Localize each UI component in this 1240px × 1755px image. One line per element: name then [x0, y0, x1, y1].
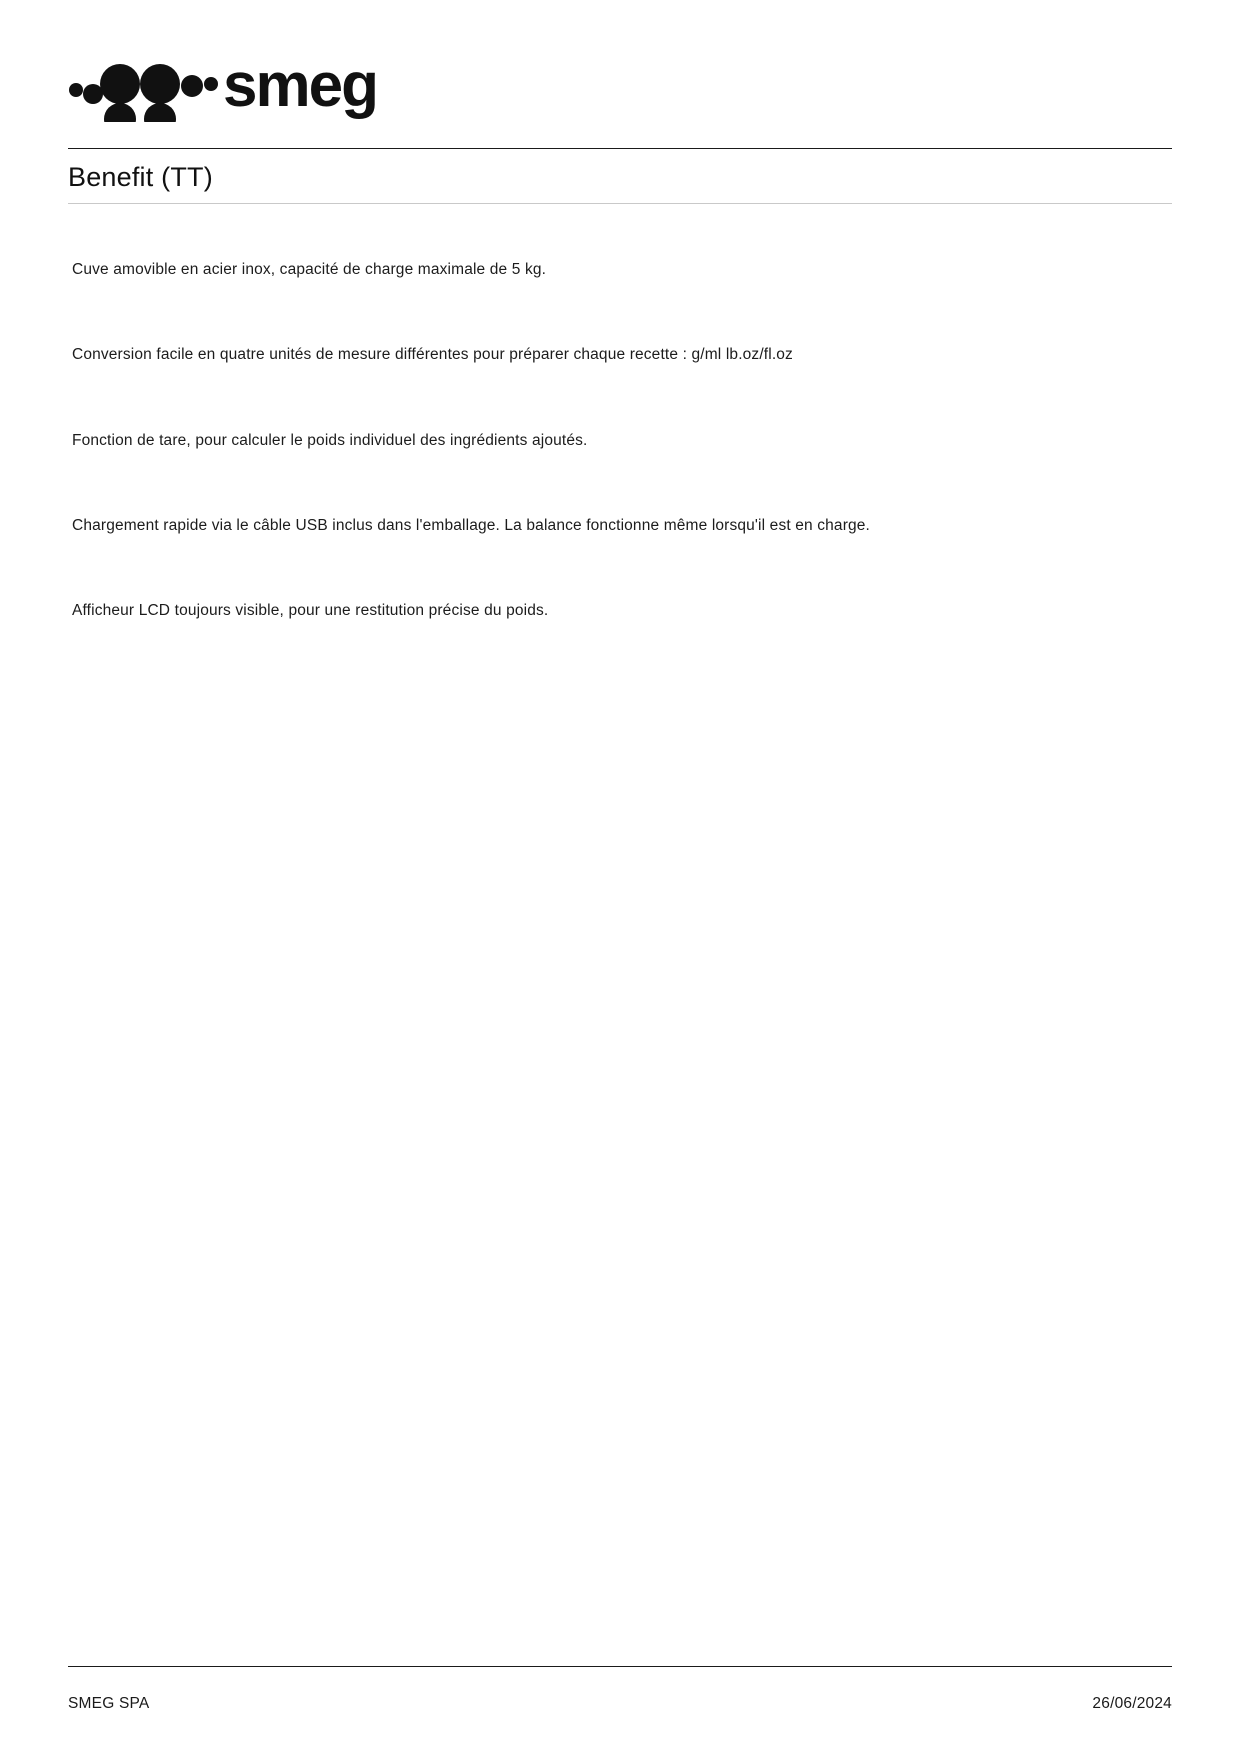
page-title: Benefit (TT)	[68, 162, 213, 192]
footer-company: SMEG SPA	[68, 1695, 150, 1712]
title-divider	[68, 203, 1172, 204]
list-item: Cuve amovible en acier inox, capacité de charge maximale de 5 kg.	[72, 261, 547, 278]
footer-divider	[68, 1666, 1172, 1667]
page-footer	[68, 1695, 1172, 1713]
list-item: Chargement rapide via le câble USB inclus dans l'emballage. La balance fonctionne même lorsqu'il est en charge.	[72, 516, 871, 534]
footer-date: 26/06/2024	[1092, 1695, 1172, 1712]
list-item: Afficheur LCD toujours visible, pour une restitution précise du poids.	[72, 602, 549, 619]
list-item: Conversion facile en quatre unités de mesure différentes pour préparer chaque recette : g/ml lb.oz/fl.oz	[72, 346, 793, 364]
header-divider	[68, 148, 1172, 149]
smeg-logo	[68, 44, 378, 122]
benefits-list	[72, 258, 1172, 622]
smeg-logo-icon	[68, 44, 378, 122]
svg-text:smeg: smeg	[223, 51, 377, 120]
list-item: Fonction de tare, pour calculer le poids individuel des ingrédients ajoutés.	[72, 431, 588, 449]
